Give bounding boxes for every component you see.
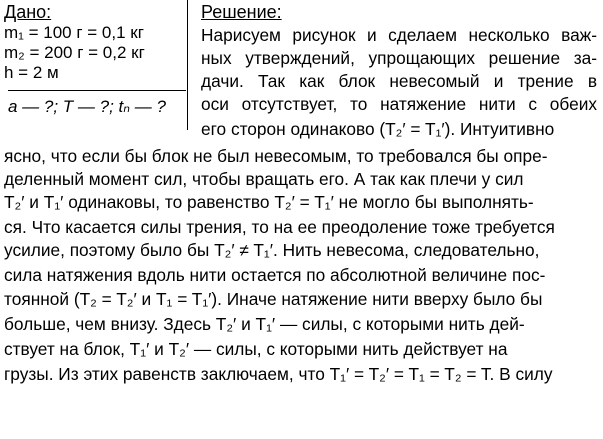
- solution-line-1: Нарисуем рисунок и сделаем несколько важ-: [201, 25, 597, 45]
- solution-line-14: ствует на блок, T₁′ и T₂′ — силы, с которыми нить действует на: [4, 339, 508, 359]
- solution-line-6: ясно, что если бы блок не был невесомым, то требовался бы опре-: [4, 146, 548, 166]
- solution-line-4: оси отсутствует, то натяжение нити с обеих: [201, 94, 597, 114]
- given-section: [4, 2, 192, 83]
- solution-line-2: ных утверждений, упрощающих решение за-: [201, 48, 597, 68]
- given-line-m1: m₁ = 100 г = 0,1 кг: [4, 23, 144, 42]
- solution-line-9: ся. Что касается силы трения, то на ее преодоление тоже требуется: [4, 217, 555, 237]
- solution-line-5: его сторон одинаково (T₂′ = T₁′). Интуитивно: [201, 119, 555, 139]
- given-find: a — ?; T — ?; tₙ — ?: [8, 97, 166, 116]
- solution-line-13: больше, чем внизу. Здесь T₂′ и T₁′ — силы, с которыми нить дей-: [4, 314, 525, 334]
- solution-line-15: грузы. Из этих равенств заключаем, что T₁′ = T₂′ = T₁ = T₂ = T. В силу: [4, 364, 553, 384]
- solution-line-7: деленный момент сил, чтобы вращать его. А так как плечи у сил: [4, 169, 524, 189]
- solution-line-11: сила натяжения вдоль нити остается по абсолютной величине пос-: [4, 265, 546, 285]
- given-line-h: h = 2 м: [4, 63, 59, 82]
- given-line-m2: m₂ = 200 г = 0,2 кг: [4, 43, 145, 62]
- given-separator: [8, 90, 186, 91]
- solution-heading: Решение:: [201, 2, 282, 22]
- solution-line-10: усилие, поэтому было бы T₂′ ≠ T₁′. Нить невесома, следовательно,: [4, 240, 540, 260]
- solution-line-3: дачи. Так как блок невесомый и трение в: [201, 71, 597, 91]
- column-divider: [187, 0, 188, 130]
- solution-line-12: тоянной (T₂ = T₂′ и T₁ = T₁′). Иначе натяжение нити вверху было бы: [4, 289, 543, 309]
- solution-line-8: T₂′ и T₁′ одинаковы, то равенство T₂′ = T₁′ не могло бы выполнять-: [4, 192, 534, 212]
- given-heading: Дано:: [4, 2, 52, 22]
